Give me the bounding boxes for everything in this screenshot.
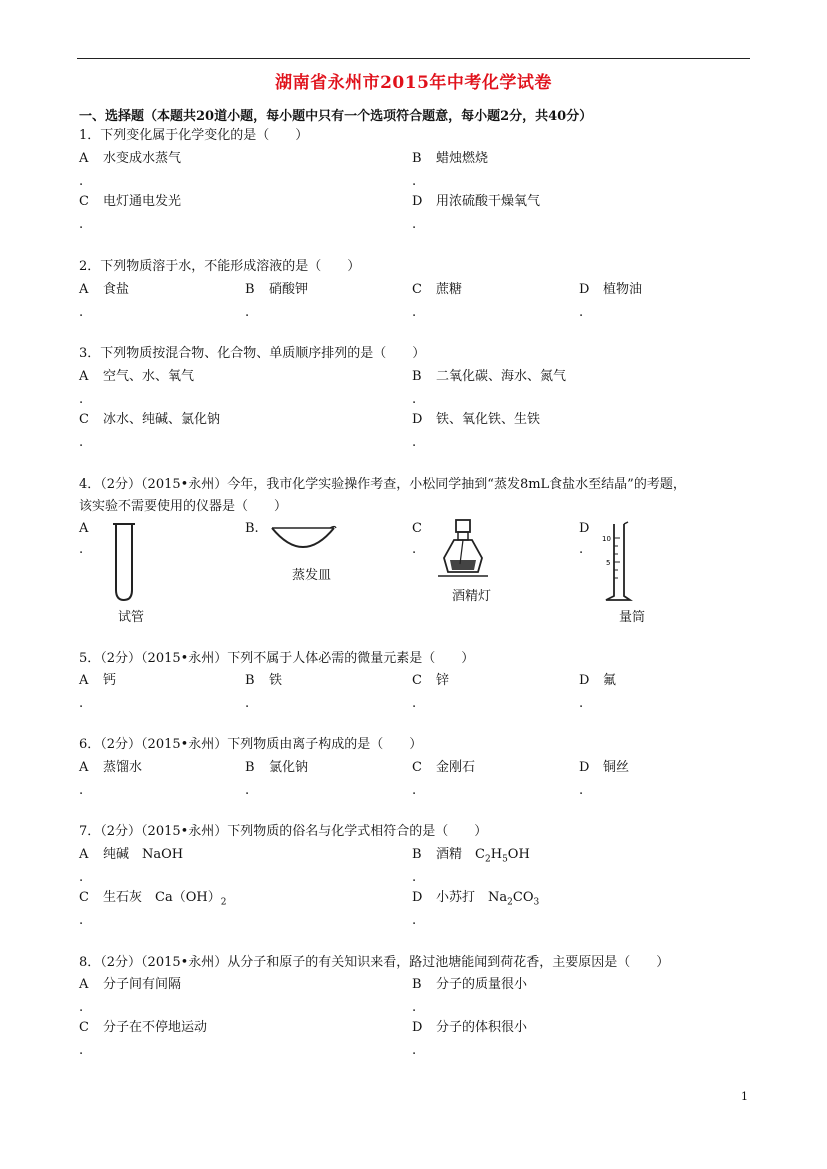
question-7-option-c: C 生石灰 $Ca(OH)_2$ xyxy=(79,890,227,908)
question-3-option-a: A 空气、水、氧气 xyxy=(79,369,195,384)
question-6-option-b: B 氯化钠 xyxy=(245,760,309,775)
question-3-option-d: D 铁、氧化铁、生铁 xyxy=(412,412,541,427)
question-1-option-a: A 水变成水蒸气 xyxy=(79,151,182,166)
question-4-option-a-caption: 试管 xyxy=(118,610,145,625)
option-dot: . xyxy=(412,305,417,320)
question-2-option-c: C 蔗糖 xyxy=(412,282,463,297)
question-2-option-d: D 植物油 xyxy=(579,282,643,297)
question-7-option-d: D 小苏打 $Na_2CO_3$ xyxy=(412,890,540,908)
question-1-stem: 1．下列变化属于化学变化的是（ ） xyxy=(79,128,309,143)
page-title: 湖南省永州市2015年中考化学试卷 xyxy=(275,73,552,93)
option-dot: . xyxy=(79,435,84,450)
option-dot: . xyxy=(412,435,417,450)
question-7-option-b: B 酒精 $C_2H_5OH$ xyxy=(412,847,530,865)
question-4-option-c-caption: 酒精灯 xyxy=(452,589,492,604)
option-dot: . xyxy=(412,1000,417,1015)
option-dot: . xyxy=(412,783,417,798)
option-dot: . xyxy=(579,305,584,320)
question-6-option-d: D 铜丝 xyxy=(579,760,630,775)
option-dot: . xyxy=(412,174,417,189)
question-4-option-a-letter: A xyxy=(79,521,89,536)
question-4-option-d-letter: D xyxy=(579,521,590,536)
option-dot: . xyxy=(412,217,417,232)
option-dot: . xyxy=(79,542,84,557)
question-7-stem: 7．（2分）（2015•永州）下列物质的俗名与化学式相符合的是（ ） xyxy=(79,824,488,839)
option-dot: . xyxy=(579,542,584,557)
question-5-option-c: C 锌 xyxy=(412,673,450,688)
option-dot: . xyxy=(79,1000,84,1015)
question-5-option-a: A 钙 xyxy=(79,673,117,688)
option-dot: . xyxy=(412,696,417,711)
option-dot: . xyxy=(245,305,250,320)
question-3-stem: 3．下列物质按混合物、化合物、单质顺序排列的是（ ） xyxy=(79,346,426,361)
question-4-option-b-letter: B. xyxy=(245,521,259,536)
section-heading: 一、选择题（本题共20道小题，每小题中只有一个选项符合题意，每小题2分，共40分） xyxy=(79,109,593,124)
option-dot: . xyxy=(412,1043,417,1058)
option-dot: . xyxy=(245,783,250,798)
option-dot: . xyxy=(79,783,84,798)
option-dot: . xyxy=(79,174,84,189)
option-dot: . xyxy=(79,217,84,232)
question-8-stem: 8．（2分）（2015•永州）从分子和原子的有关知识来看，路过池塘能闻到荷花香，主要原因是（ ） xyxy=(79,955,670,970)
option-dot: . xyxy=(579,783,584,798)
question-8-option-b: B 分子的质量很小 xyxy=(412,977,528,992)
question-5-option-d: D 氟 xyxy=(579,673,617,688)
question-8-option-d: D 分子的体积很小 xyxy=(412,1020,528,1035)
option-dot: . xyxy=(412,913,417,928)
question-8-option-a: A 分子间有间隔 xyxy=(79,977,182,992)
question-1-option-c: C 电灯通电发光 xyxy=(79,194,182,209)
question-3-option-b: B 二氧化碳、海水、氮气 xyxy=(412,369,567,384)
option-dot: . xyxy=(245,696,250,711)
question-5-option-b: B 铁 xyxy=(245,673,283,688)
option-dot: . xyxy=(412,870,417,885)
option-dot: . xyxy=(79,913,84,928)
option-dot: . xyxy=(412,392,417,407)
option-dot: . xyxy=(579,696,584,711)
question-4-option-b-caption: 蒸发皿 xyxy=(292,568,332,583)
question-1-option-b: B 蜡烛燃烧 xyxy=(412,151,489,166)
option-dot: . xyxy=(79,696,84,711)
test-tube-image xyxy=(104,518,144,604)
alcohol-lamp-image xyxy=(434,518,492,580)
option-dot: . xyxy=(79,1043,84,1058)
option-dot: . xyxy=(79,305,84,320)
question-2-option-b: B 硝酸钾 xyxy=(245,282,309,297)
question-4-stem: 4．（2分）（2015•永州）今年，我市化学实验操作考查，小松同学抽到“蒸发8mL食盐水至结晶”的考题， xyxy=(79,477,686,492)
page-number: 1 xyxy=(741,1090,748,1103)
evaporating-dish-image xyxy=(268,522,338,556)
question-4-option-d-caption: 量筒 xyxy=(619,610,646,625)
question-6-option-c: C 金刚石 xyxy=(412,760,476,775)
option-dot: . xyxy=(79,392,84,407)
question-4-option-c-letter: C xyxy=(412,521,422,536)
header-rule xyxy=(77,58,750,59)
option-dot: . xyxy=(412,542,417,557)
question-6-option-a: A 蒸馏水 xyxy=(79,760,143,775)
question-5-stem: 5．（2分）（2015•永州）下列不属于人体必需的微量元素是（ ） xyxy=(79,651,475,666)
graduated-cylinder-image xyxy=(600,520,634,604)
question-2-option-a: A 食盐 xyxy=(79,282,130,297)
question-3-option-c: C 冰水、纯碱、氯化钠 xyxy=(79,412,221,427)
question-8-option-c: C 分子在不停地运动 xyxy=(79,1020,208,1035)
option-dot: . xyxy=(79,870,84,885)
question-6-stem: 6．（2分）（2015•永州）下列物质由离子构成的是（ ） xyxy=(79,737,423,752)
question-1-option-d: D 用浓硫酸干燥氧气 xyxy=(412,194,541,209)
cylinder-tick-5: 5 xyxy=(606,559,611,567)
cylinder-tick-10: 10 xyxy=(602,535,611,543)
question-4-stem-continued: 该实验不需要使用的仪器是（ ） xyxy=(79,499,288,514)
question-7-option-a: A 纯碱 NaOH xyxy=(79,847,184,862)
question-2-stem: 2．下列物质溶于水，不能形成溶液的是（ ） xyxy=(79,259,361,274)
